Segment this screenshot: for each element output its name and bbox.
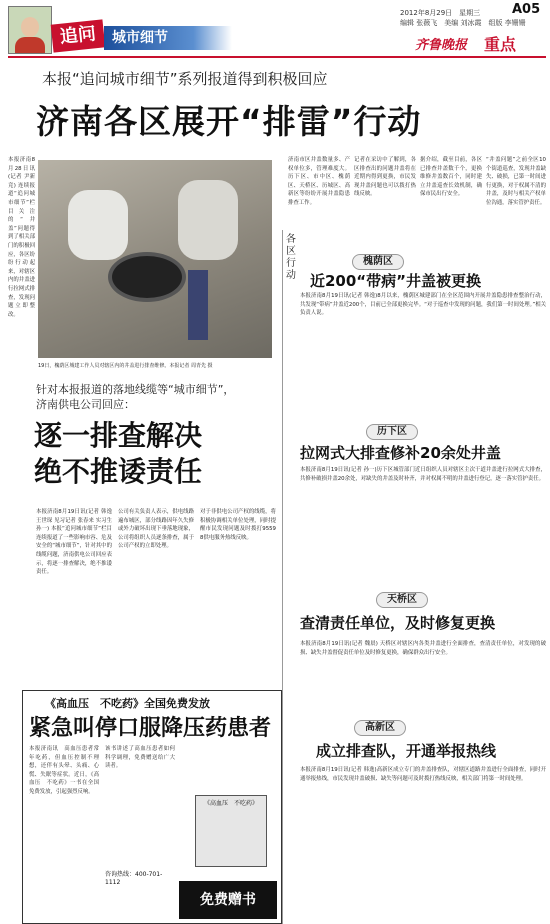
page-editors: 编辑 张薇飞 美编 刘冰霞 组版 李姗姗 [400, 19, 526, 27]
story2-col2: 公司有关负责人表示，供电线路遍布城区，部分线路因年久失修或外力破坏出现下垂落地现象，公司将组织人员逐条排查，属于公司产权的立即处理。 [118, 509, 194, 550]
story2-kicker-line2: 济南供电公司回应： [36, 398, 135, 411]
district-lixia: 历下区 [366, 424, 418, 440]
right-s1-text: 本报济南8月19日讯(记者 韩逸)8月以来，槐荫区城建部门在全区范围内开展井盖隐患排查整治行动，共发现“带病”井盖近200个，目前已全部更换完毕。“对于巡查中发现的问题，我们第一时间处理。”相关负责人说。 [300, 293, 546, 317]
story2-col3: 对于非供电公司产权的线缆，将积极协调相关单位处理，同时提醒市民发现问题及时拨打95598供电服务热线反映。 [200, 509, 276, 541]
right-s2-text: 本报济南8月19日讯(记者 孙一)历下区城管部门近日组织人员对辖区主次干道井盖进行拉网式大排查，共修补破损井盖20余处，对缺失的井盖及时补齐，并对权属不明的井盖进行登记，逐一落实管护责任。 [300, 467, 546, 482]
story2-headline-line1: 逐一排查解决 [34, 419, 203, 452]
district-tianqiao: 天桥区 [376, 592, 428, 608]
ad-book-label: 《高血压 不吃药》 [203, 800, 258, 807]
ad-book-image [195, 795, 267, 867]
story1-kicker: 本报“追问城市细节”系列报道得到积极回应 [42, 70, 328, 88]
story1-caption: 19日，槐荫区城建工作人员对辖区内的井盖进行排查维修。本报记者 周青先 摄 [38, 363, 213, 369]
paper-name: 齐鲁晚报 [415, 38, 468, 53]
story1-headline: 济南各区展开“排雷”行动 [36, 102, 422, 141]
ad-free-book-box: 免费赠书 [179, 881, 277, 919]
story1-col4: 记者在采访中了解到，各区排查出的问题井盖将在近期内得到更换，市民发现井盖问题也可以拨打热线反映。 [354, 157, 416, 198]
column-tag-blue: 城市细节 [104, 26, 232, 50]
right-s3-title: 查清责任单位，及时修复更换 [300, 614, 496, 632]
story2-kicker-line1: 针对本报报道的落地线缆等“城市细节”， [36, 383, 235, 396]
ad-text1: 本报济南讯 高血压患者常年吃药，但血压控制不理想，还伴有头晕、头痛、心慌、失眠等症状。近日，《高血压 不吃药》一书在全国免费发放，引起强烈反响。 [29, 746, 99, 795]
story2-col1: 本报济南8月19日讯(记者 韩逸 王世琛 见习记者 张春来 实习生 孙一) 本报“追问城市细节”栏目连续报道了一些影响市容、危及安全的“城市细节”，针对其中的线缆问题，济南供电公司回应表示，将逐一排查解决，绝不推诿责任。 [36, 509, 112, 576]
story1-photo [38, 160, 272, 358]
right-s2-title: 拉网式大排查修补20余处井盖 [300, 444, 501, 462]
ad-hotline: 咨询热线：400-701-1112 [105, 871, 163, 886]
story1-col1: 本报济南8月28日讯(记者 尹新竞) 连续报道“追问城市细节”栏目关注的“井盖”问题得到了相关部门的积极回应，各区纷纷行动起来，对辖区内的井盖进行拉网式排查，发现问题立即整改。 [8, 157, 35, 318]
column-divider [282, 230, 283, 924]
advertisement [22, 690, 282, 924]
section-name: 重点 [484, 35, 517, 54]
column-tag-red: 追问 [51, 19, 106, 52]
district-gaoxin: 高新区 [354, 720, 406, 736]
story1-col3: 济南市区井盖数量多、产权单位多，管理难度大。历下区、市中区、槐荫区、天桥区、历城区、高新区等纷纷开展井盖隐患排查工作。 [288, 157, 350, 206]
ad-text2: 该书讲述了高血压患者如何科学调理，免费赠送给广大读者。 [105, 746, 175, 770]
right-s1-title: 近200“带病”井盖被更换 [310, 272, 482, 290]
header-rule [8, 56, 546, 58]
story2-kicker [36, 382, 234, 412]
story1-col2: “井盖问题”之前全区10个街道巡查，发现井盖缺失、破损，已第一时间进行更换，对于权属不清的井盖，及时与相关产权单位沟通，落实管护责任。 [486, 157, 546, 206]
district-huaiyin: 槐荫区 [352, 254, 404, 270]
vertical-label: 各区行动 [286, 234, 296, 281]
right-s4-title: 成立排查队，开通举报热线 [316, 742, 497, 760]
story2-headline [34, 418, 202, 490]
right-s3-text: 本报济南8月19日讯(记者 魏晨) 天桥区对辖区内各类井盖进行全面排查，查清责任单位，对发现的破损、缺失井盖督促责任单位及时修复更换，确保群众出行安全。 [300, 641, 546, 656]
page-header [0, 0, 550, 60]
columnist-photo [8, 6, 52, 54]
page-date: 2012年8月29日 星期三 [400, 9, 481, 17]
page-number: A05 [512, 2, 541, 17]
story1-col5: 据介绍，截至目前，各区已排查井盖数千个，更换维修井盖数百个，同时建立井盖巡查长效机制，确保市民出行安全。 [420, 157, 482, 198]
ad-title: 《高血压 不吃药》全国免费发放 [45, 697, 210, 710]
story2-headline-line2: 绝不推诿责任 [34, 455, 203, 488]
ad-headline: 紧急叫停口服降压药患者 [29, 715, 272, 741]
right-s4-text: 本报济南8月19日讯(记者 韩逸)高新区成立专门的井盖排查队，对辖区道路井盖进行全面排查，同时开通举报热线，市民发现井盖破损、缺失等问题可及时拨打热线反映，相关部门将第一时间处理。 [300, 767, 546, 782]
